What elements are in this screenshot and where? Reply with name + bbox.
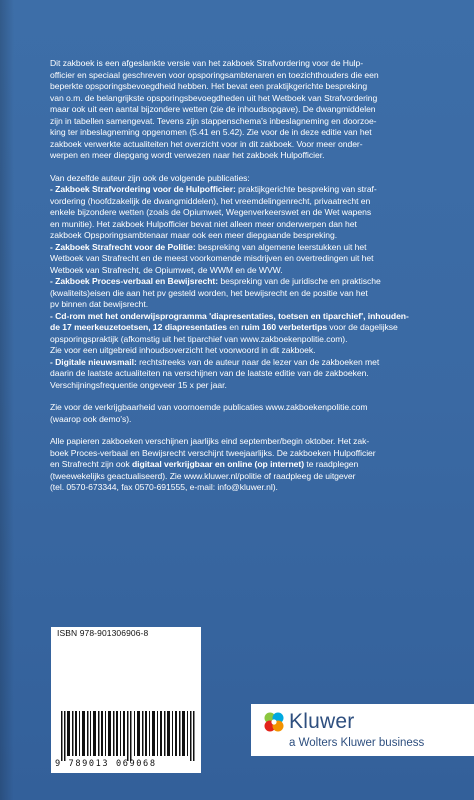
publication-line: Wetboek van Strafrecht, de Opiumwet, de WWM en de WVW.	[50, 264, 283, 275]
publication-strafrecht: - Zakboek Strafrecht voor de Politie: bespreking van algemene leerstukken uit het	[50, 241, 367, 252]
availability-line: (waarop ook demo's).	[50, 413, 132, 424]
publication-line: Wetboek van Strafrecht en de meest voorkomende misdrijven en overtredingen uit het	[50, 253, 374, 263]
publication-line: daarin de laatste actualiteiten na verschijnen van de laatste editie van de zakboeken.	[50, 368, 369, 378]
publication-nieuwsmail: - Digitale nieuwsmail: rechtstreeks van de auteur naar de lezer van de zakboeken met	[50, 356, 380, 367]
isbn-number: ISBN 978-901306906-8	[57, 628, 149, 638]
closing-paragraph	[50, 436, 446, 494]
spine-shadow	[0, 0, 14, 800]
publication-title: - Zakboek Strafvordering voor de Hulpofficier:	[50, 184, 236, 194]
publisher-logo	[251, 704, 474, 756]
intro-line: maar ook uit een aantal bijzondere wetten (zie de inhoudsopgave). De dwangmiddelen	[50, 104, 376, 114]
publications-list	[50, 173, 446, 392]
publication-line: (kwaliteits)eisen die aan het pv gesteld worden, het bewijsrecht en de positie van het	[50, 287, 368, 298]
back-cover-text	[50, 58, 446, 494]
intro-paragraph	[50, 58, 446, 162]
publication-line: Zie voor een uitgebreid inhoudsoverzicht het voorwoord in dit zakboek.	[50, 345, 316, 355]
intro-line: van o.m. de belangrijkste opsporingsbevoegdheden uit het Wetboek van Strafvordering	[50, 92, 378, 103]
availability-paragraph	[50, 402, 446, 425]
publications-intro: Van dezelfde auteur zijn ook de volgende publicaties:	[50, 172, 250, 183]
closing-line: en Strafrecht zijn ook digitaal verkrijgbaar en online (op internet) te raadplegen	[50, 459, 359, 469]
publication-line: vordering (hoofdzakelijk de dwangmiddelen), het vreemdelingenrecht, privaatrecht en	[50, 195, 371, 206]
barcode-digits: 9 789013 069068	[55, 759, 157, 769]
publication-hulpofficier: - Zakboek Strafvordering voor de Hulpofficier: praktijkgerichte bespreking van straf-	[50, 184, 377, 194]
publication-title: - Zakboek Strafrecht voor de Politie:	[50, 241, 196, 252]
publication-line: opsporingspraktijk (afkomstig uit het tiparchief van www.zakboekenpolitie.com).	[50, 333, 348, 344]
intro-line: zakboek verwerkte actualiteiten het overzicht voor in dit zakboek. Voor meer onder-	[50, 138, 363, 149]
publication-line: en munitie). Het zakboek Hulpofficier bevat niet alleen meer onderwerpen dan het	[50, 218, 357, 229]
intro-line: officier en speciaal geschreven voor opsporingsambtenaren en toezichthouders die een	[50, 69, 379, 80]
publication-line: zakboek Opsporingsambtenaar maar ook een meer diepgaande bespreking.	[50, 230, 338, 240]
closing-line: (tel. 0570-673344, fax 0570-691555, e-mail: info@kluwer.nl).	[50, 482, 278, 492]
barcode-icon	[61, 711, 197, 761]
logo-tagline: a Wolters Kluwer business	[289, 737, 425, 749]
intro-line: werpen en meer diepgang wordt verwezen naar het zakboek Hulpofficier.	[50, 150, 325, 160]
closing-line: Alle papieren zakboeken verschijnen jaarlijks eind september/begin oktober. Het zak-	[50, 436, 370, 446]
logo-wordmark: Kluwer	[289, 710, 355, 733]
publication-title: - Cd-rom met het onderwijsprogramma 'diapresentaties, toetsen en tiparchief', inhouden-	[50, 310, 409, 321]
publication-line: Verschijningsfrequentie ongeveer 15 x per jaar.	[50, 379, 227, 390]
availability-line: Zie voor de verkrijgbaarheid van voornoemde publicaties www.zakboekenpolitie.com	[50, 402, 368, 412]
intro-line: zijn in tabellen samengevat. Tevens zijn stappenschema's inbeslagneming en doorzoe-	[50, 115, 377, 126]
publication-line: enkele bijzondere wetten (zoals de Opiumwet, Wegenverkeerswet en de Wet wapens	[50, 207, 372, 217]
barcode-label	[51, 627, 201, 773]
closing-line: (tweewekelijks geactualiseerd). Zie www.kluwer.nl/politie of raadpleeg de uitgever	[50, 470, 356, 481]
intro-line: beperkte opsporingsbevoegdheid hebben. Het bevat een praktijkgerichte bespreking	[50, 81, 368, 91]
publication-line: pv binnen dat bewijsrecht.	[50, 299, 149, 309]
publication-title: - Zakboek Proces-verbaal en Bewijsrecht:	[50, 276, 219, 286]
closing-line: boek Proces-verbaal en Bewijsrecht verschijnt tweejaarlijks. De zakboeken Hulpofficier	[50, 447, 376, 458]
kluwer-flower-icon	[263, 711, 285, 733]
intro-line: king ter inbeslagneming opgenomen (5.41 en 5.42). Zie voor de in deze editie van het	[50, 127, 372, 137]
publication-proces-verbaal: - Zakboek Proces-verbaal en Bewijsrecht: bespreking van de juridische en praktische	[50, 276, 381, 286]
publication-cdrom	[50, 311, 446, 323]
intro-line: Dit zakboek is een afgeslankte versie van het zakboek Strafvordering voor de Hulp-	[50, 58, 364, 68]
publication-title: - Digitale nieuwsmail:	[50, 356, 137, 367]
publication-line: de 17 meerkeuzetoetsen, 12 diapresentaties en ruim 160 verbetertips voor de dagelijkse	[50, 322, 398, 332]
